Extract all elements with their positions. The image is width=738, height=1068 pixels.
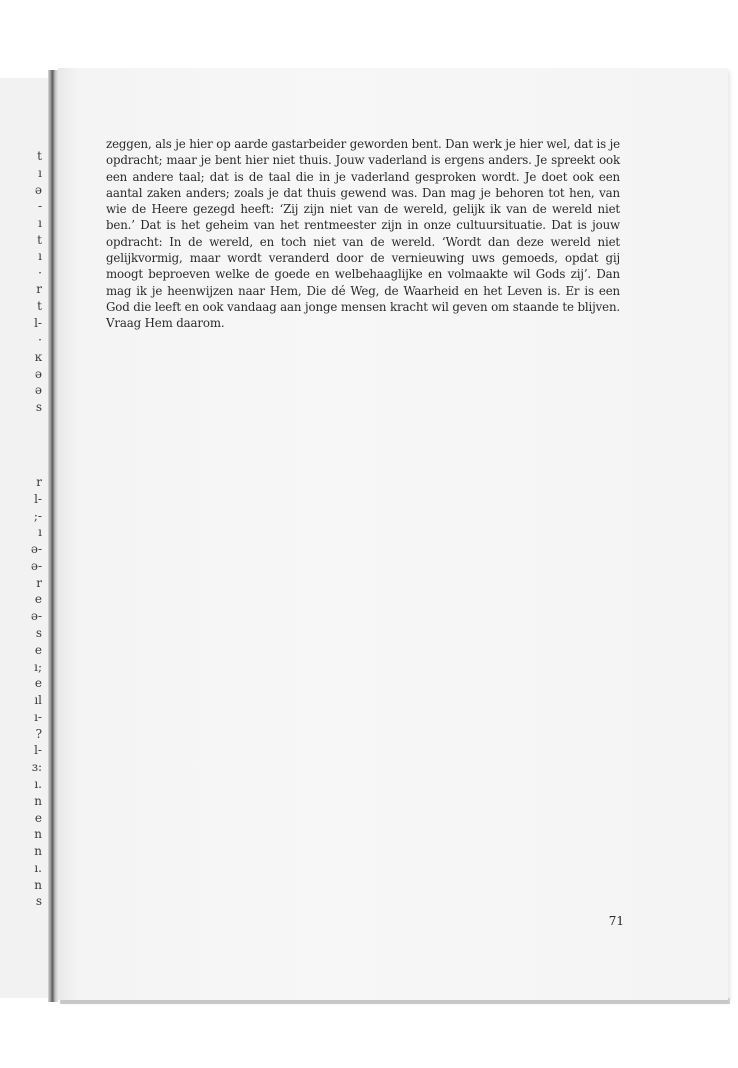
line-ending: ı. bbox=[34, 777, 42, 791]
line-ending: n bbox=[34, 827, 42, 841]
line-ending: l- bbox=[34, 743, 42, 757]
line-ending: ǝ bbox=[34, 383, 42, 397]
book-spine-gutter bbox=[48, 70, 58, 1002]
line-ending: l- bbox=[34, 492, 42, 506]
line-ending: ǝ bbox=[34, 367, 42, 381]
line-ending: t bbox=[37, 233, 42, 247]
line-ending: ı bbox=[38, 525, 42, 539]
line-ending: ə- bbox=[30, 609, 42, 623]
line-ending: n bbox=[34, 878, 42, 892]
line-ending: ı; bbox=[34, 660, 42, 674]
line-ending: r bbox=[36, 576, 42, 590]
line-ending: ı bbox=[38, 166, 42, 180]
line-ending: ĸ bbox=[34, 350, 42, 364]
line-ending: ı bbox=[38, 249, 42, 263]
line-ending: r bbox=[36, 282, 42, 296]
line-ending: t bbox=[37, 299, 42, 313]
line-ending: e bbox=[34, 592, 42, 606]
line-ending: ǝ bbox=[34, 183, 42, 197]
page-number: 71 bbox=[608, 914, 624, 928]
line-ending: ıl bbox=[34, 693, 42, 707]
line-ending: s bbox=[35, 626, 42, 640]
book-page bbox=[58, 68, 728, 1000]
line-ending: ;- bbox=[33, 509, 42, 523]
line-ending: ə- bbox=[30, 542, 42, 556]
line-ending: e bbox=[34, 643, 42, 657]
line-ending: l- bbox=[34, 316, 42, 330]
line-ending: ə- bbox=[30, 559, 42, 573]
line-ending: n bbox=[34, 844, 42, 858]
previous-page-edge bbox=[0, 78, 50, 998]
line-ending: · bbox=[38, 266, 42, 280]
line-ending: ı- bbox=[34, 710, 42, 724]
line-ending: r bbox=[36, 475, 42, 489]
line-ending: ɜ: bbox=[31, 760, 42, 774]
line-ending: e bbox=[34, 676, 42, 690]
line-ending: · bbox=[38, 333, 42, 347]
line-ending: t bbox=[37, 149, 42, 163]
line-ending: e bbox=[34, 811, 42, 825]
line-ending: n bbox=[34, 794, 42, 808]
body-paragraph: zeggen, als je hier op aarde gastarbeider geworden bent. Dan werk je hier wel, dat is je opdracht; maar je bent hier niet thuis. Jouw vaderland is ergens anders. Je spreekt ook een andere taal; dat is de taal die in je vaderland gesproken wordt. Je doet ook een aantal zaken anders; zoals je dat thuis gewend was. Dan mag je behoren tot hen, van wie de Heere gezegd heeft: ‘Zij zijn niet van de wereld, gelijk ik van de wereld niet ben.’ Dat is het geheim van het rentmeester zijn in onze cultuursituatie. Dat is jouw opdracht: In de wereld, en toch niet van de wereld. ‘Wordt dan deze wereld niet gelijkvormig, maar wordt veranderd door de vernieuwing uws gemoeds, opdat gij moogt beproeven welke de goede en welbehaaglijke en volmaakte wil Gods zij’. Dan mag ik je heenwijzen naar Hem, Die dé Weg, de Waarheid en het Leven is. Er is een God die leeft en ook vandaag aan jonge mensen kracht wil geven om staande te blijven. Vraag Hem daarom. bbox=[106, 137, 620, 331]
line-ending: s bbox=[35, 894, 42, 908]
line-ending: - bbox=[37, 199, 42, 213]
line-ending: ı bbox=[38, 216, 42, 230]
line-ending: ı. bbox=[34, 861, 42, 875]
line-ending: s bbox=[35, 400, 42, 414]
line-ending: ? bbox=[35, 727, 42, 741]
previous-page-line-endings bbox=[0, 78, 50, 998]
